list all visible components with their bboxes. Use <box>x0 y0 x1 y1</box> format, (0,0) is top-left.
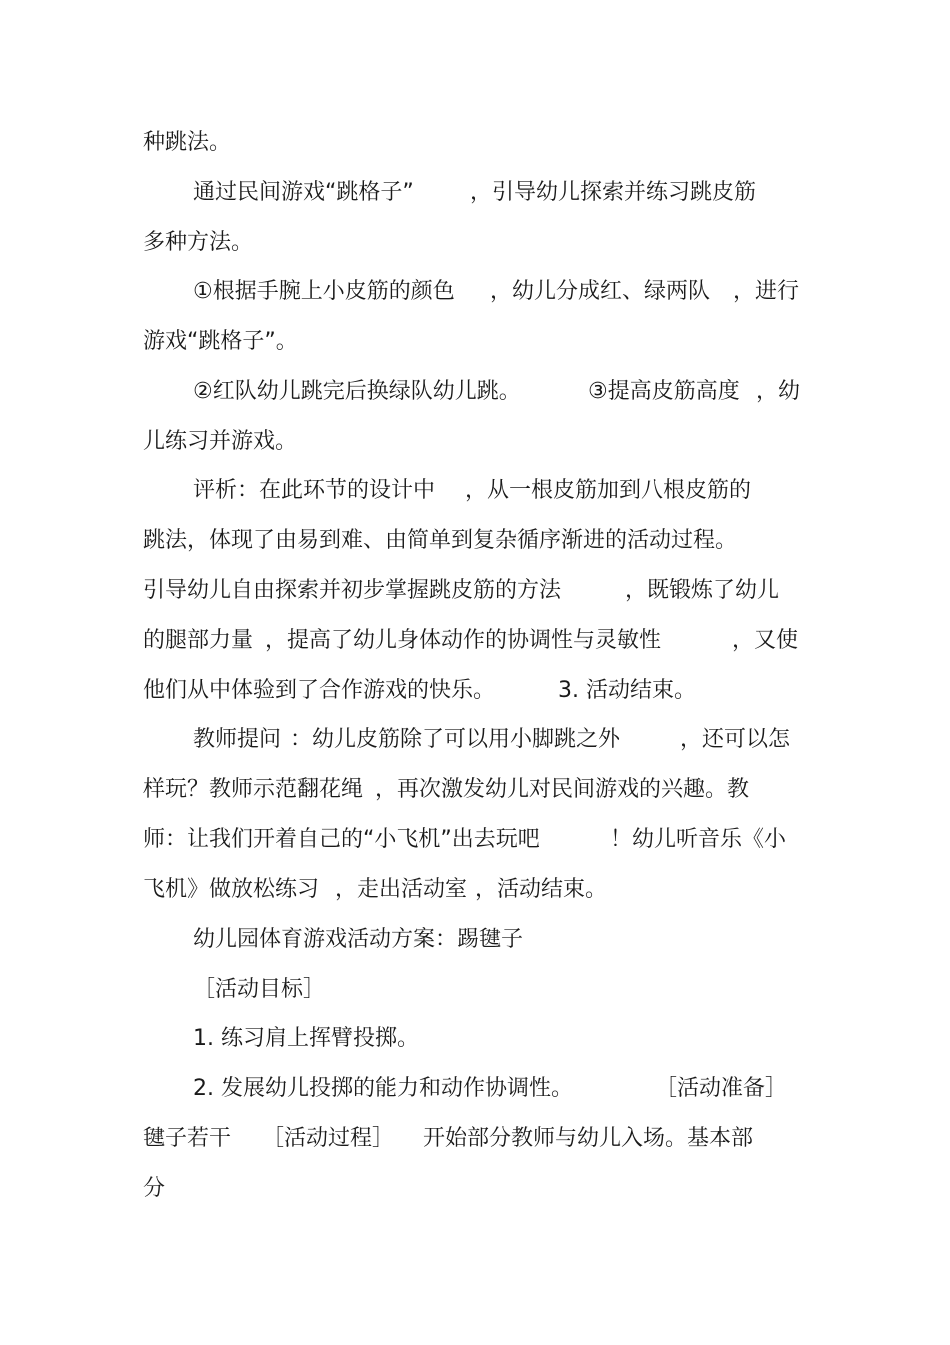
text-segment: ［活动目标］ <box>193 977 326 1002</box>
text-segment: 通过民间游戏“跳格子” <box>193 180 414 205</box>
text-segment: ，又使 <box>732 628 799 653</box>
text-segment: ，既锻炼了幼儿 <box>625 578 780 603</box>
text-segment: 1. 练习肩上挥臂投掷。 <box>193 1026 419 1051</box>
text-segment: ，幼儿分成红、绿两队 <box>490 279 711 304</box>
text-segment: 样玩？教师示范翻花绳 <box>143 777 364 802</box>
text-segment: ［活动过程］ <box>262 1126 395 1151</box>
text-segment: 他们从中体验到了合作游戏的快乐。 <box>143 678 496 703</box>
text-segment: ，从一根皮筋加到八根皮筋的 <box>465 478 752 503</box>
text-segment: 师：让我们开着自己的“小飞机”出去玩吧 <box>143 827 540 852</box>
text-segment: ，活动结束。 <box>475 877 608 902</box>
text-segment: 飞机》做放松练习 <box>143 877 320 902</box>
text-segment: ①根据手腕上小皮筋的颜色 <box>193 279 455 304</box>
text-segment: 的腿部力量 <box>143 628 254 653</box>
text-segment: 幼儿园体育游戏活动方案：踢毽子 <box>193 927 524 952</box>
text-segment: 毽子若干 <box>143 1126 232 1151</box>
text-segment: 跳法，体现了由易到难、由简单到复杂循序渐进的活动过程。 <box>143 528 738 553</box>
text-segment: ③提高皮筋高度 <box>588 379 740 404</box>
text-segment: ，走出活动室 <box>335 877 468 902</box>
text-segment: ！幼儿听音乐《小 <box>610 827 787 852</box>
text-segment: ［活动准备］ <box>655 1076 788 1101</box>
text-segment: ，提高了幼儿身体动作的协调性与灵敏性 <box>265 628 662 653</box>
text-segment: 教师提问 <box>193 727 282 752</box>
text-segment: ：幼儿皮筋除了可以用小脚跳之外 <box>290 727 621 752</box>
text-segment: ②红队幼儿跳完后换绿队幼儿跳。 <box>193 379 521 404</box>
text-segment: ，幼 <box>756 379 801 404</box>
text-segment: 开始部分教师与幼儿入场。基本部 <box>423 1126 754 1151</box>
text-segment: ，还可以怎 <box>680 727 791 752</box>
text-segment: 2. 发展幼儿投掷的能力和动作协调性。 <box>193 1076 573 1101</box>
text-segment: 引导幼儿自由探索并初步掌握跳皮筋的方法 <box>143 578 562 603</box>
text-segment: 3. 活动结束。 <box>558 678 696 703</box>
text-segment: ，再次激发幼儿对民间游戏的兴趣。教 <box>375 777 750 802</box>
text-segment: ，进行 <box>733 279 800 304</box>
text-segment: 分 <box>143 1176 166 1201</box>
text-segment: 游戏“跳格子”。 <box>143 329 298 354</box>
text-segment: 儿练习并游戏。 <box>143 429 298 454</box>
text-segment: 种跳法。 <box>143 130 232 155</box>
text-segment: 评析：在此环节的设计中 <box>193 478 436 503</box>
text-segment: ，引导幼儿探索并练习跳皮筋 <box>470 180 757 205</box>
text-segment: 多种方法。 <box>143 230 254 255</box>
